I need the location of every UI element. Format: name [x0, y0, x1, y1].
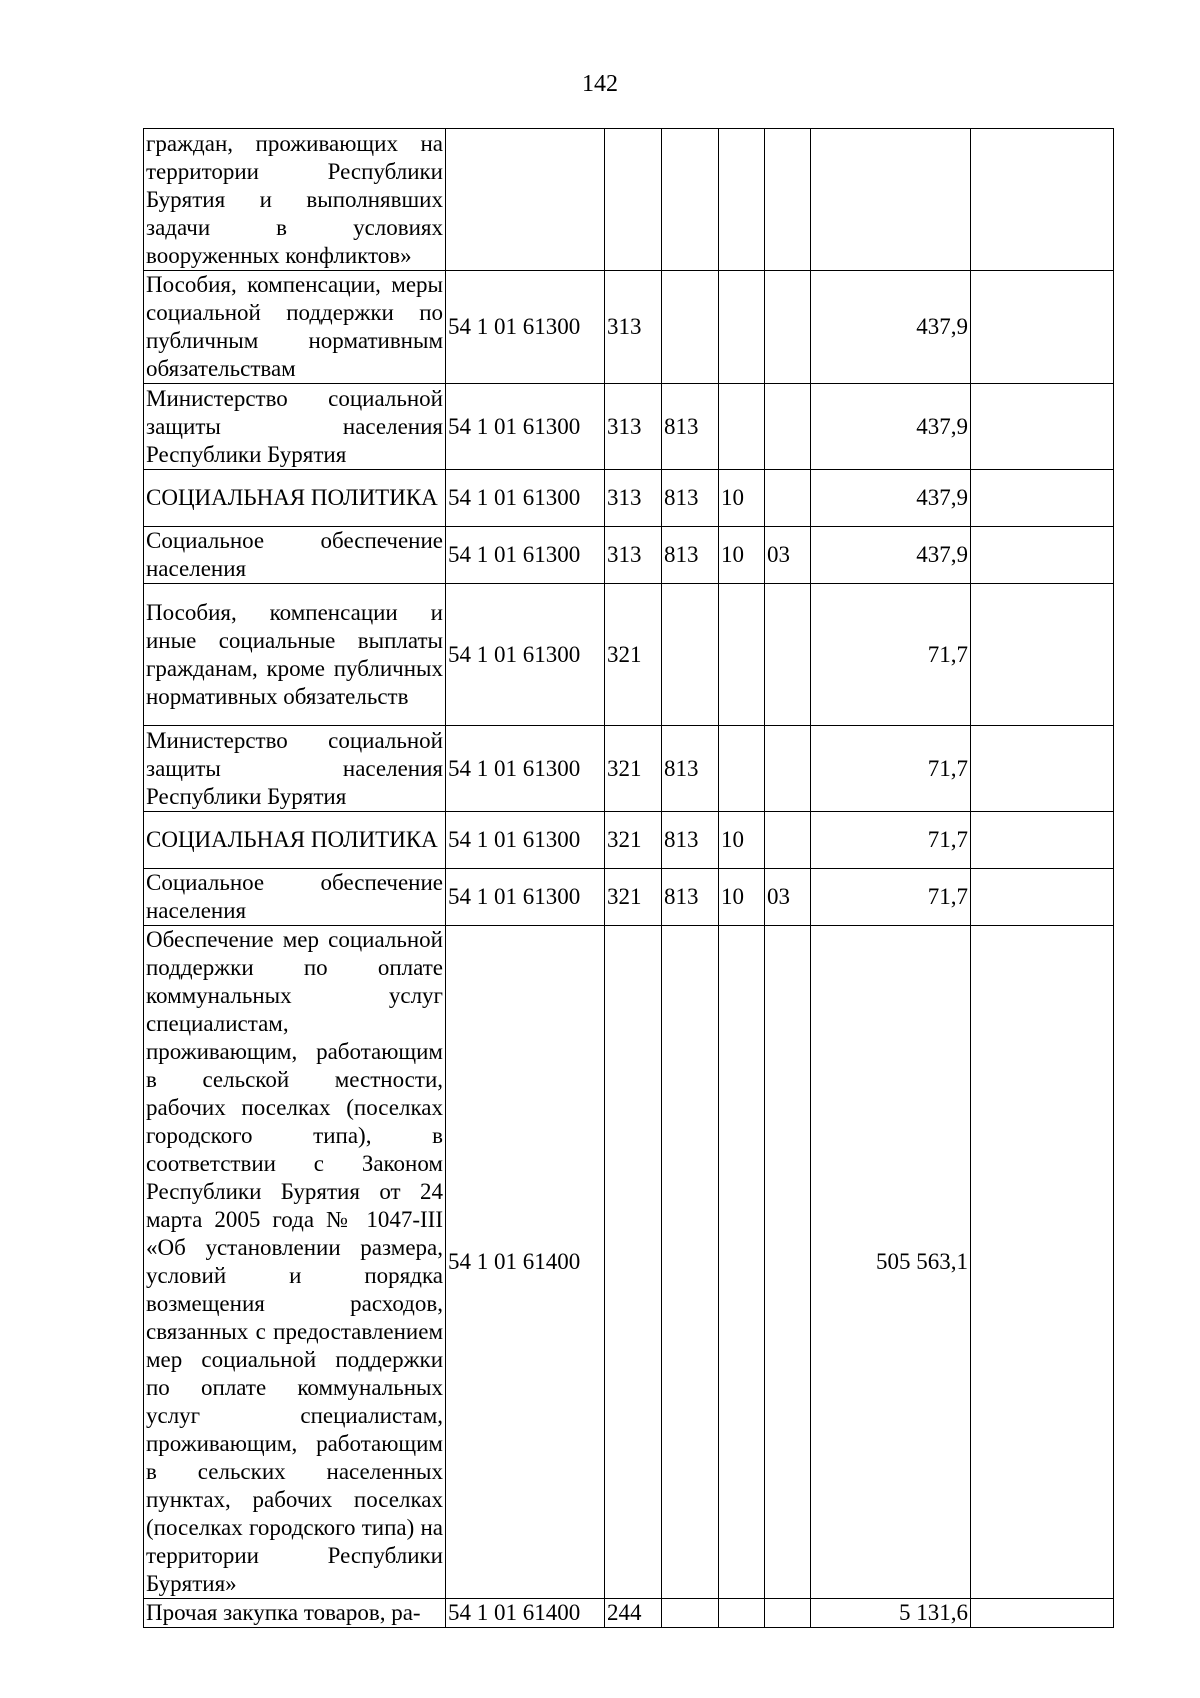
row-ministry-code — [662, 584, 719, 726]
row-ministry-code — [662, 271, 719, 384]
row-amount: 437,9 — [811, 470, 971, 527]
row-amount: 437,9 — [811, 527, 971, 584]
row-expense-type: 313 — [605, 470, 662, 527]
row-target-code: 54 1 01 61300 — [446, 470, 605, 527]
table-row — [144, 129, 1114, 271]
row-ministry-code: 813 — [662, 470, 719, 527]
row-ministry-code: 813 — [662, 726, 719, 812]
row-expense-type: 313 — [605, 384, 662, 470]
row-amount: 71,7 — [811, 812, 971, 869]
row-target-code: 54 1 01 61300 — [446, 527, 605, 584]
row-name: Социальное обеспечение населения — [144, 527, 446, 584]
table-row — [144, 812, 1114, 869]
row-target-code: 54 1 01 61300 — [446, 584, 605, 726]
row-subsection — [765, 271, 811, 384]
row-subsection: 03 — [765, 869, 811, 926]
row-expense-type: 321 — [605, 726, 662, 812]
row-extra-cell — [971, 926, 1114, 1599]
row-extra-cell — [971, 271, 1114, 384]
row-amount: 5 131,6 — [811, 1599, 971, 1628]
row-section — [719, 1599, 765, 1628]
row-name: Пособия, компенсации, меры социальной поддержки по публичным нормативным обязательствам — [144, 271, 446, 384]
row-subsection — [765, 129, 811, 271]
row-amount: 71,7 — [811, 726, 971, 812]
row-extra-cell — [971, 129, 1114, 271]
row-ministry-code — [662, 1599, 719, 1628]
table-row — [144, 869, 1114, 926]
row-target-code: 54 1 01 61300 — [446, 726, 605, 812]
row-extra-cell — [971, 470, 1114, 527]
row-subsection — [765, 384, 811, 470]
row-target-code: 54 1 01 61400 — [446, 1599, 605, 1628]
table-row — [144, 1599, 1114, 1628]
row-target-code: 54 1 01 61300 — [446, 384, 605, 470]
row-ministry-code — [662, 926, 719, 1599]
row-name: Пособия, компенсации и иные социальные выплаты гражданам, кроме публичных нормативных обязательств — [144, 584, 446, 726]
budget-table — [143, 128, 1114, 1628]
row-subsection — [765, 726, 811, 812]
row-name: Обеспечение мер социальной поддержки по оплате коммунальных услуг специалистам, проживающим, работающим в сельской местности, рабочих поселках (поселках городского типа), в соответствии с Законом Республики Бурятия от 24 марта 2005 года № 1047-III «Об установлении размера, условий и порядка возмещения расходов, связанных с предоставлением мер социальной поддержки по оплате коммунальных услуг специалистам, проживающим, работающим в сельских населенных пунктах, рабочих поселках (поселках городского типа) на территории Республики Бурятия» — [144, 926, 446, 1599]
row-amount: 437,9 — [811, 271, 971, 384]
row-extra-cell — [971, 1599, 1114, 1628]
row-subsection: 03 — [765, 527, 811, 584]
row-target-code — [446, 129, 605, 271]
row-name: Министерство социальной защиты населения Республики Бурятия — [144, 384, 446, 470]
row-target-code: 54 1 01 61300 — [446, 869, 605, 926]
row-expense-type — [605, 926, 662, 1599]
row-extra-cell — [971, 726, 1114, 812]
table-row — [144, 271, 1114, 384]
row-amount: 71,7 — [811, 869, 971, 926]
row-section: 10 — [719, 527, 765, 584]
row-amount — [811, 129, 971, 271]
row-expense-type: 321 — [605, 812, 662, 869]
row-name: Прочая закупка товаров, ра- — [144, 1599, 446, 1628]
row-ministry-code: 813 — [662, 384, 719, 470]
row-name: граждан, проживающих на территории Республики Бурятия и выполнявших задачи в условиях вооруженных конфликтов» — [144, 129, 446, 271]
row-name: Социальное обеспечение населения — [144, 869, 446, 926]
row-expense-type: 244 — [605, 1599, 662, 1628]
row-section — [719, 129, 765, 271]
row-target-code: 54 1 01 61400 — [446, 926, 605, 1599]
table-row — [144, 384, 1114, 470]
row-amount: 505 563,1 — [811, 926, 971, 1599]
row-name: СОЦИАЛЬНАЯ ПОЛИТИКА — [144, 470, 446, 527]
row-section: 10 — [719, 812, 765, 869]
row-target-code: 54 1 01 61300 — [446, 271, 605, 384]
row-target-code: 54 1 01 61300 — [446, 812, 605, 869]
row-section — [719, 726, 765, 812]
row-subsection — [765, 926, 811, 1599]
row-expense-type: 321 — [605, 869, 662, 926]
row-expense-type: 313 — [605, 527, 662, 584]
row-section: 10 — [719, 869, 765, 926]
row-section: 10 — [719, 470, 765, 527]
row-ministry-code — [662, 129, 719, 271]
row-subsection — [765, 812, 811, 869]
row-extra-cell — [971, 812, 1114, 869]
table-row — [144, 726, 1114, 812]
row-extra-cell — [971, 869, 1114, 926]
row-subsection — [765, 470, 811, 527]
table-row — [144, 527, 1114, 584]
table-row — [144, 926, 1114, 1599]
table-row — [144, 584, 1114, 726]
row-subsection — [765, 1599, 811, 1628]
row-extra-cell — [971, 527, 1114, 584]
table-row — [144, 470, 1114, 527]
row-expense-type — [605, 129, 662, 271]
row-name: Министерство социальной защиты населения Республики Бурятия — [144, 726, 446, 812]
row-amount: 71,7 — [811, 584, 971, 726]
row-section — [719, 384, 765, 470]
row-section — [719, 926, 765, 1599]
row-expense-type: 313 — [605, 271, 662, 384]
row-section — [719, 584, 765, 726]
row-ministry-code: 813 — [662, 812, 719, 869]
row-name: СОЦИАЛЬНАЯ ПОЛИТИКА — [144, 812, 446, 869]
row-extra-cell — [971, 584, 1114, 726]
row-amount: 437,9 — [811, 384, 971, 470]
page-number: 142 — [582, 71, 618, 97]
row-ministry-code: 813 — [662, 869, 719, 926]
row-expense-type: 321 — [605, 584, 662, 726]
row-section — [719, 271, 765, 384]
row-extra-cell — [971, 384, 1114, 470]
row-subsection — [765, 584, 811, 726]
row-ministry-code: 813 — [662, 527, 719, 584]
